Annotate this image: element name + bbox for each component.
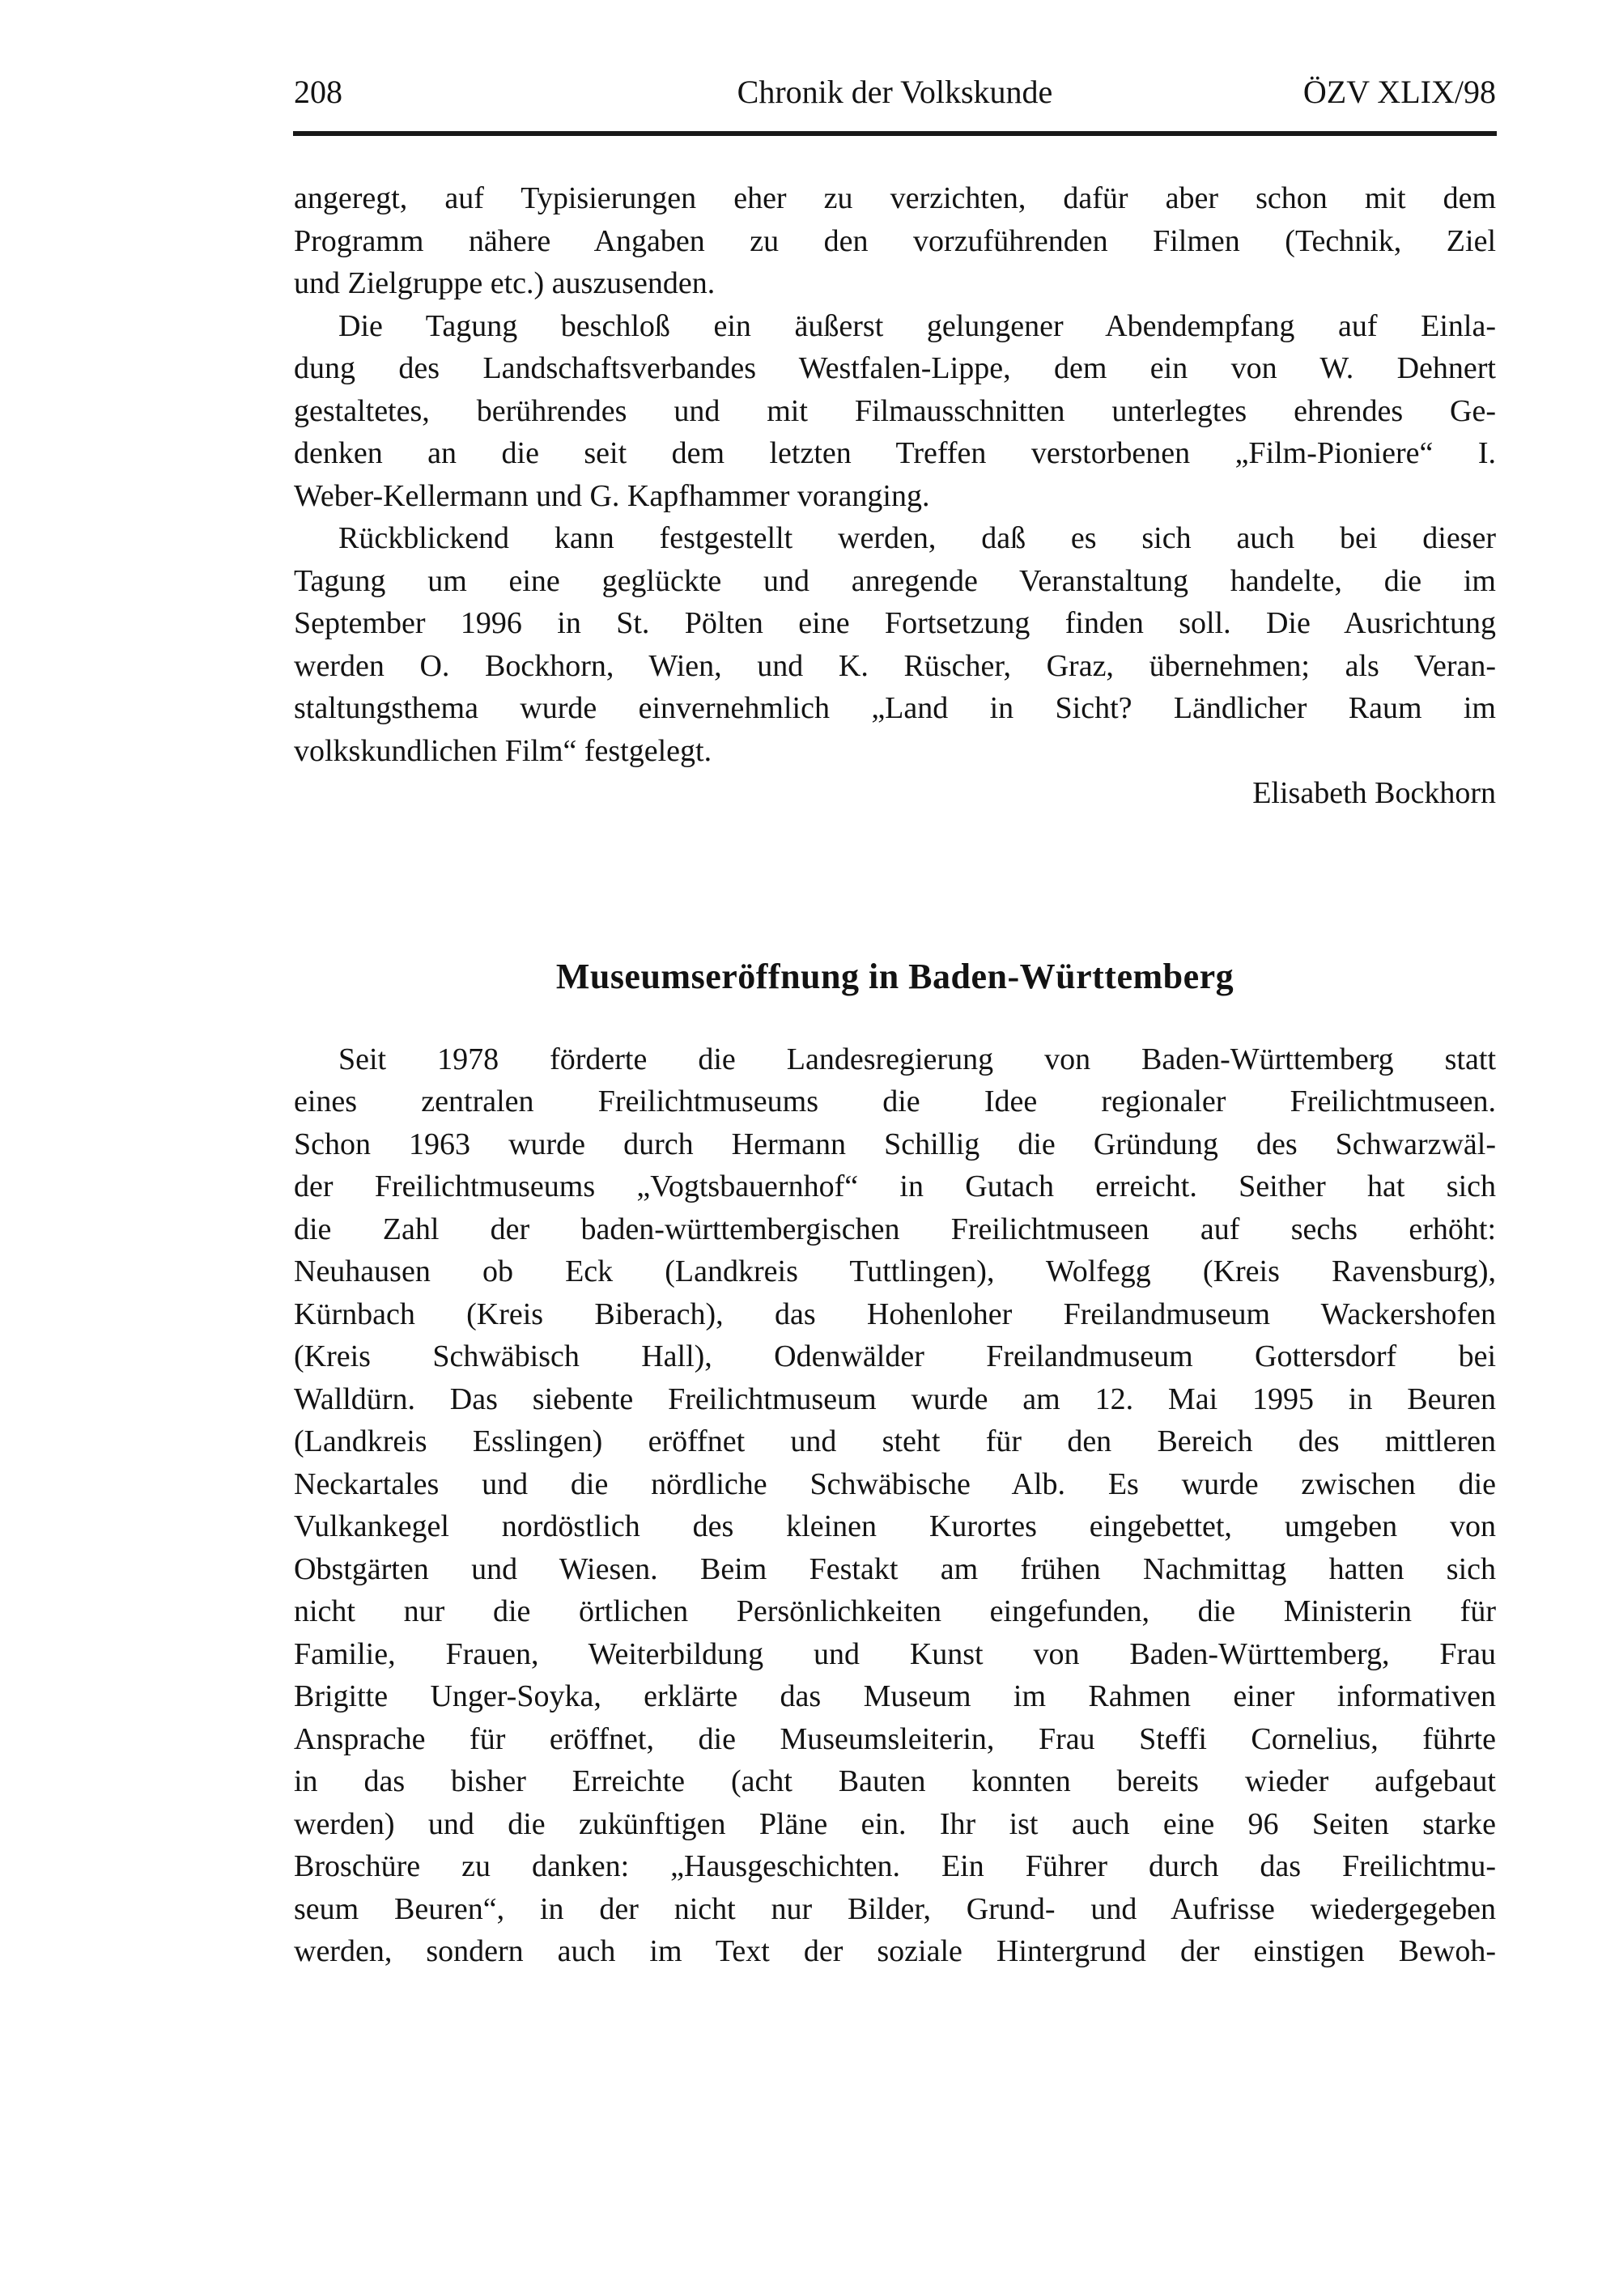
text-line: Neckartales und die nördliche Schwäbische Alb. Es wurde zwischen die	[294, 1466, 1496, 1501]
text-column	[294, 177, 1496, 1973]
text-line: Kürnbach (Kreis Biberach), das Hohenloher Freilandmuseum Wackershofen	[294, 1297, 1496, 1331]
text-line: der Freilichtmuseums „Vogtsbauernhof“ in Gutach erreicht. Seither hat sich	[294, 1169, 1496, 1203]
running-title: Chronik der Volkskunde	[737, 74, 1053, 110]
text-line: die Zahl der baden-württembergischen Freilichtmuseen auf sechs erhöht:	[294, 1212, 1496, 1246]
journal-issue: ÖZV XLIX/98	[1302, 74, 1496, 110]
text-line: Seit 1978 förderte die Landesregierung von Baden-Württemberg statt	[338, 1042, 1496, 1076]
author-signature: Elisabeth Bockhorn	[1252, 776, 1496, 810]
text-line: dung des Landschaftsverbandes Westfalen-Lippe, dem ein von W. Dehnert	[294, 351, 1496, 385]
text-line: Vulkankegel nordöstlich des kleinen Kurortes eingebettet, umgeben von	[294, 1509, 1496, 1543]
article2-heading: Museumseröffnung in Baden-Württemberg	[555, 956, 1234, 996]
text-line: denken an die seit dem letzten Treffen verstorbenen „Film-Pioniere“ I.	[294, 436, 1496, 470]
text-line: Walldürn. Das siebente Freilichtmuseum wurde am 12. Mai 1995 in Beuren	[294, 1381, 1496, 1416]
text-line: werden, sondern auch im Text der soziale Hintergrund der einstigen Bewoh-	[294, 1934, 1496, 1968]
text-line: (Kreis Schwäbisch Hall), Odenwälder Freilandmuseum Gottersdorf bei	[294, 1339, 1496, 1373]
text-line: Ansprache für eröffnet, die Museumsleiterin, Frau Steffi Cornelius, führte	[294, 1721, 1496, 1756]
text-line: Neuhausen ob Eck (Landkreis Tuttlingen), Wolfegg (Kreis Ravensburg),	[294, 1254, 1496, 1288]
text-line: werden) und die zukünftigen Pläne ein. Ihr ist auch eine 96 Seiten starke	[294, 1806, 1496, 1841]
text-line: volkskundlichen Film“ festgelegt.	[294, 733, 712, 768]
text-line: September 1996 in St. Pölten eine Fortsetzung finden soll. Die Ausrichtung	[294, 606, 1496, 640]
text-line: Obstgärten und Wiesen. Beim Festakt am frühen Nachmittag hatten sich	[294, 1551, 1496, 1586]
text-line: Die Tagung beschloß ein äußerst gelungener Abendempfang auf Einla-	[338, 308, 1496, 343]
text-line: Brigitte Unger-Soyka, erklärte das Museum im Rahmen einer informativen	[294, 1679, 1496, 1713]
text-line: nicht nur die örtlichen Persönlichkeiten eingefunden, die Ministerin für	[294, 1594, 1496, 1628]
text-line: Broschüre zu danken: „Hausgeschichten. Ein Führer durch das Freilichtmu-	[294, 1849, 1496, 1883]
text-line: angeregt, auf Typisierungen eher zu verzichten, dafür aber schon mit dem	[294, 181, 1496, 215]
text-line: Familie, Frauen, Weiterbildung und Kunst von Baden-Württemberg, Frau	[294, 1636, 1496, 1671]
text-line: seum Beuren“, in der nicht nur Bilder, Grund- und Aufrisse wiedergegeben	[294, 1891, 1496, 1926]
text-line: Programm nähere Angaben zu den vorzuführenden Filmen (Technik, Ziel	[294, 223, 1496, 258]
text-line: Rückblickend kann festgestellt werden, daß es sich auch bei dieser	[338, 521, 1496, 555]
header-rule	[293, 131, 1497, 136]
text-line: Weber-Kellermann und G. Kapfhammer voranging.	[294, 478, 930, 513]
text-line: staltungsthema wurde einvernehmlich „Land in Sicht? Ländlicher Raum im	[294, 691, 1496, 725]
page-number: 208	[294, 74, 342, 110]
text-line: und Zielgruppe etc.) auszusenden.	[294, 266, 716, 300]
text-line: gestaltetes, berührendes und mit Filmausschnitten unterlegtes ehrendes Ge-	[294, 393, 1496, 428]
text-line: eines zentralen Freilichtmuseums die Idee regionaler Freilichtmuseen.	[294, 1084, 1496, 1118]
page-header	[294, 73, 1496, 112]
text-line: in das bisher Erreichte (acht Bauten konnten bereits wieder aufgebaut	[294, 1764, 1496, 1798]
text-line: (Landkreis Esslingen) eröffnet und steht für den Bereich des mittleren	[294, 1424, 1496, 1458]
text-line: Schon 1963 wurde durch Hermann Schillig die Gründung des Schwarzwäl-	[294, 1127, 1496, 1161]
article1-body	[294, 177, 1496, 815]
article2-body	[294, 1038, 1496, 1973]
text-line: werden O. Bockhorn, Wien, und K. Rüscher, Graz, übernehmen; als Veran-	[294, 648, 1496, 683]
text-line: Tagung um eine geglückte und anregende Veranstaltung handelte, die im	[294, 563, 1496, 598]
